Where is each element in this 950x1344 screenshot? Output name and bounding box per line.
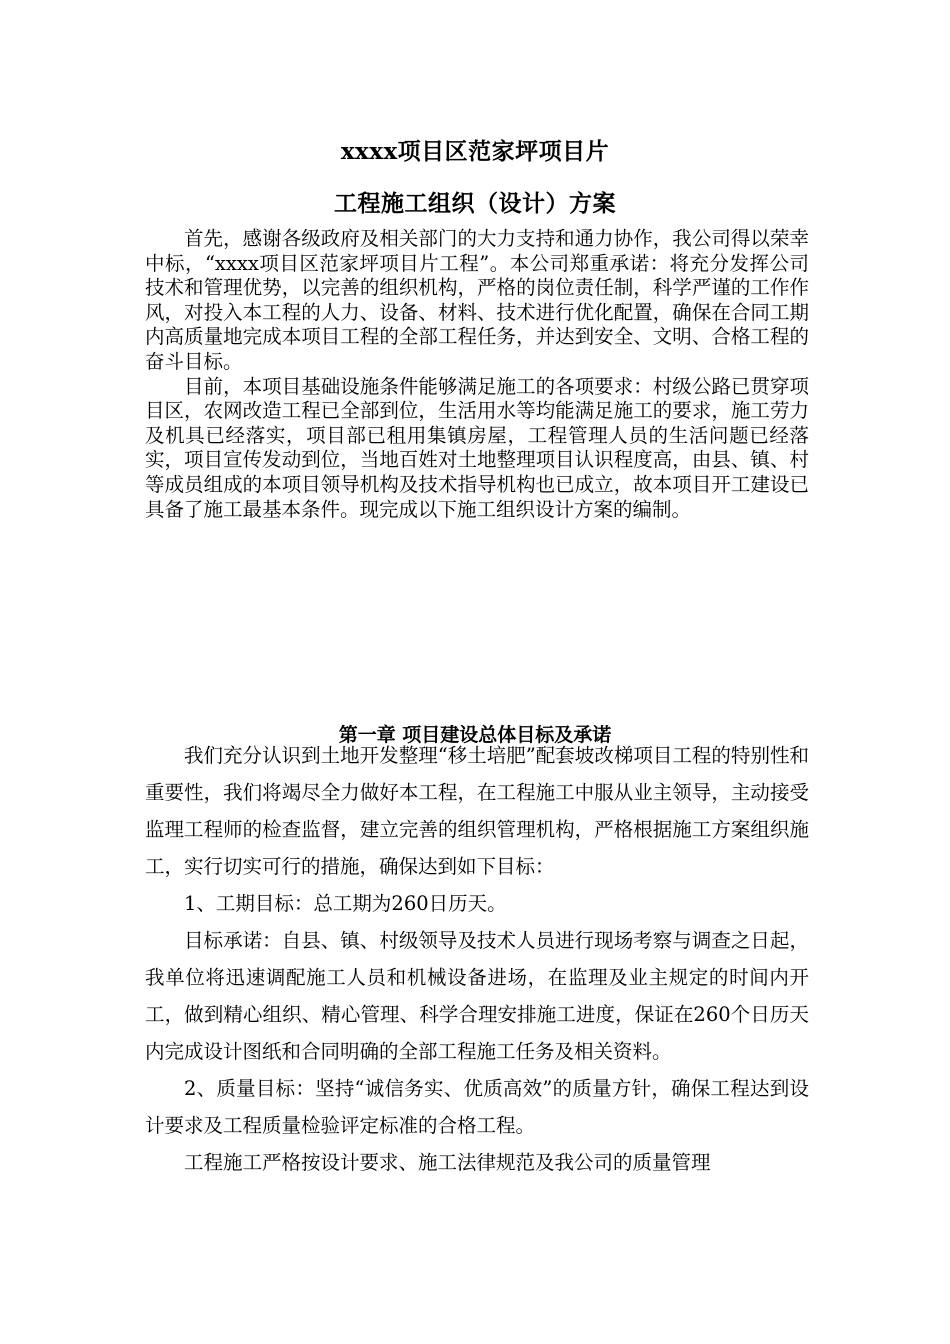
- document-title-line1: xxxx项目区范家坪项目片: [340, 138, 610, 165]
- body-paragraph: 1、工期目标：总工期为260日历天。: [184, 892, 507, 915]
- document-title-line2: 工程施工组织（设计）方案: [334, 190, 616, 217]
- body-paragraph: 我们充分认识到土地开发整理“移土培肥”配套坡改梯项目工程的特别性和重要性，我们将竭尽全力做好本工程，在工程施工中服从业主领导，主动接受监理工程师的检查监督，建立完善的组织管理机构，严格根据施工方案组织施工，实行切实可行的措施，确保达到如下目标：: [145, 744, 809, 878]
- intro-paragraph: 首先，感谢各级政府及相关部门的大力支持和通力协作，我公司得以荣幸中标，“xxxx项目区范家坪项目片工程”。本公司郑重承诺：将充分发挥公司技术和管理优势，以完善的组织机构，严格的岗位责任制，科学严谨的工作作风，对投入本工程的人力、设备、材料、技术进行优化配置，确保在合同工期内高质量地完成本项目工程的全部工程任务，并达到安全、文明、合格工程的奋斗目标。: [145, 227, 809, 373]
- chapter-heading: 第一章 项目建设总体目标及承诺: [338, 724, 612, 746]
- body-paragraph: 目标承诺：自县、镇、村级领导及技术人员进行现场考察与调查之日起，我单位将迅速调配施工人员和机械设备进场，在监理及业主规定的时间内开工，做到精心组织、精心管理、科学合理安排施工进度，保证在260个日历天内完成设计图纸和合同明确的全部工程施工任务及相关资料。: [145, 929, 809, 1063]
- intro-section: [145, 227, 809, 522]
- chapter-body: [145, 737, 809, 1181]
- body-paragraph: 2、质量目标：坚持“诚信务实、优质高效”的质量方针，确保工程达到设计要求及工程质量检验评定标准的合格工程。: [145, 1077, 809, 1137]
- intro-paragraph: 目前，本项目基础设施条件能够满足施工的各项要求：村级公路已贯穿项目区，农网改造工程已全部到位，生活用水等均能满足施工的要求，施工劳力及机具已经落实，项目部已租用集镇房屋，工程管理人员的生活问题已经落实，项目宣传发动到位，当地百姓对土地整理项目认识程度高，由县、镇、村等成员组成的本项目领导机构及技术指导机构也已成立，故本项目开工建设已具备了施工最基本条件。现完成以下施工组织设计方案的编制。: [145, 374, 809, 521]
- body-paragraph: 工程施工严格按设计要求、施工法律规范及我公司的质量管理: [184, 1151, 711, 1174]
